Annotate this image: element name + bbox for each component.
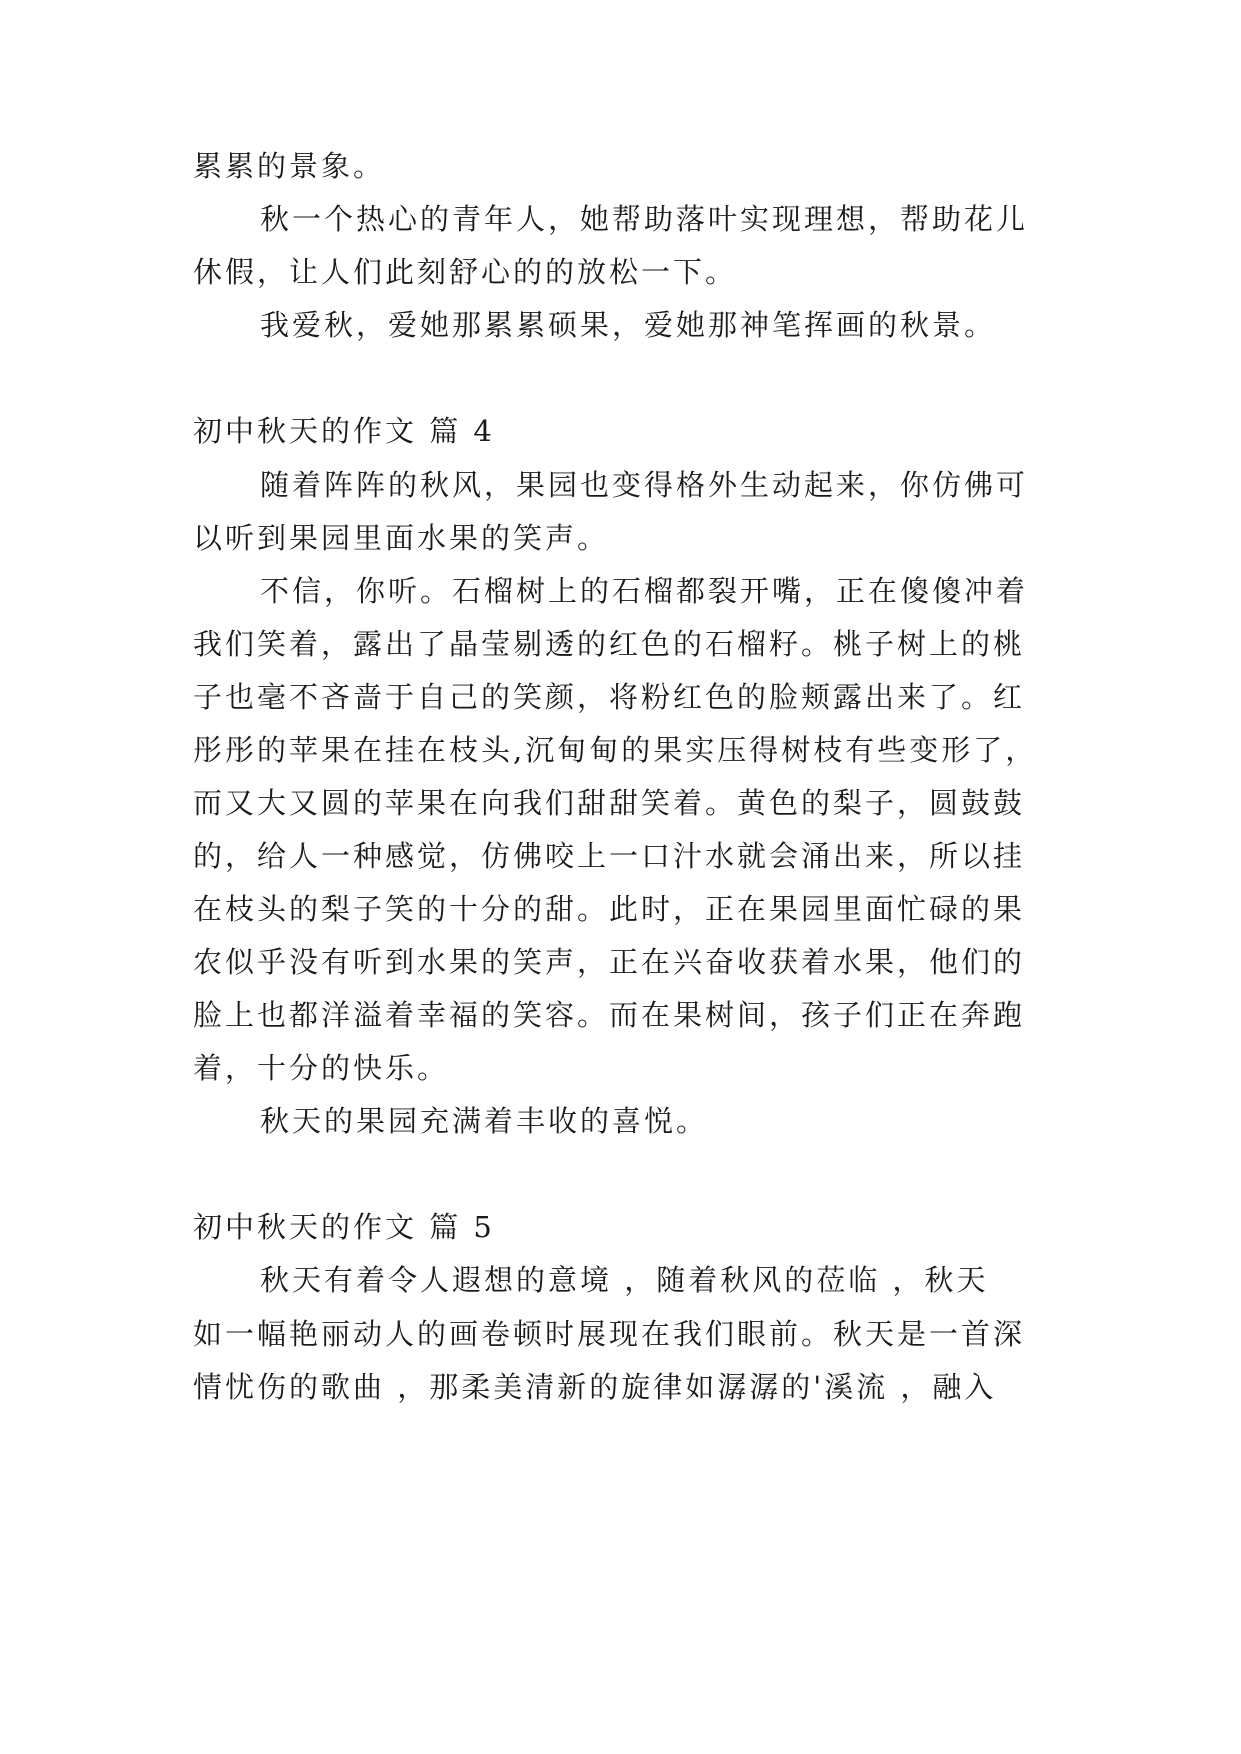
- paragraph-line: 我爱秋，爱她那累累硕果，爱她那神笔挥画的秋景。: [260, 308, 997, 342]
- paragraph-line: 农似乎没有听到水果的笑声，正在兴奋收获着水果，他们的: [193, 945, 1026, 979]
- paragraph-line: 不信，你听。石榴树上的石榴都裂开嘴，正在傻傻冲着: [260, 574, 1029, 608]
- paragraph-line: 秋天的果园充满着丰收的喜悦。: [260, 1104, 709, 1138]
- paragraph-line: 彤彤的苹果在挂在枝头,沉甸甸的果实压得树枝有些变形了，: [193, 733, 1038, 767]
- paragraph-line: 着，十分的快乐。: [193, 1051, 450, 1085]
- paragraph-line: 脸上也都洋溢着幸福的笑容。而在果树间，孩子们正在奔跑: [193, 998, 1026, 1032]
- paragraph-line: 累累的景象。: [193, 149, 386, 183]
- paragraph-line: 秋天有着令人遐想的意境 ，随着秋风的莅临 ，秋天: [260, 1263, 989, 1297]
- paragraph-line: 的，给人一种感觉，仿佛咬上一口汁水就会涌出来，所以挂: [193, 839, 1026, 873]
- section-heading: 初中秋天的作文 篇 4: [193, 414, 495, 448]
- paragraph-line: 秋一个热心的青年人，她帮助落叶实现理想，帮助花儿: [260, 202, 1029, 236]
- paragraph-line: 休假，让人们此刻舒心的的放松一下。: [193, 255, 738, 289]
- section-heading: 初中秋天的作文 篇 5: [193, 1210, 495, 1244]
- paragraph-line: 在枝头的梨子笑的十分的甜。此时，正在果园里面忙碌的果: [193, 892, 1026, 926]
- paragraph-line: 我们笑着，露出了晶莹剔透的红色的石榴籽。桃子树上的桃: [193, 627, 1026, 661]
- paragraph-line: 随着阵阵的秋风，果园也变得格外生动起来，你仿佛可: [260, 468, 1029, 502]
- paragraph-line: 如一幅艳丽动人的画卷顿时展现在我们眼前。秋天是一首深: [193, 1317, 1026, 1351]
- paragraph-line: 以听到果园里面水果的笑声。: [193, 521, 610, 555]
- paragraph-line: 情忧伤的歌曲 ，那柔美清新的旋律如潺潺的'溪流 ，融入: [193, 1370, 997, 1404]
- paragraph-line: 而又大又圆的苹果在向我们甜甜笑着。黄色的梨子，圆鼓鼓: [193, 786, 1026, 820]
- paragraph-line: 子也毫不吝啬于自己的笑颜，将粉红色的脸颊露出来了。红: [193, 680, 1026, 714]
